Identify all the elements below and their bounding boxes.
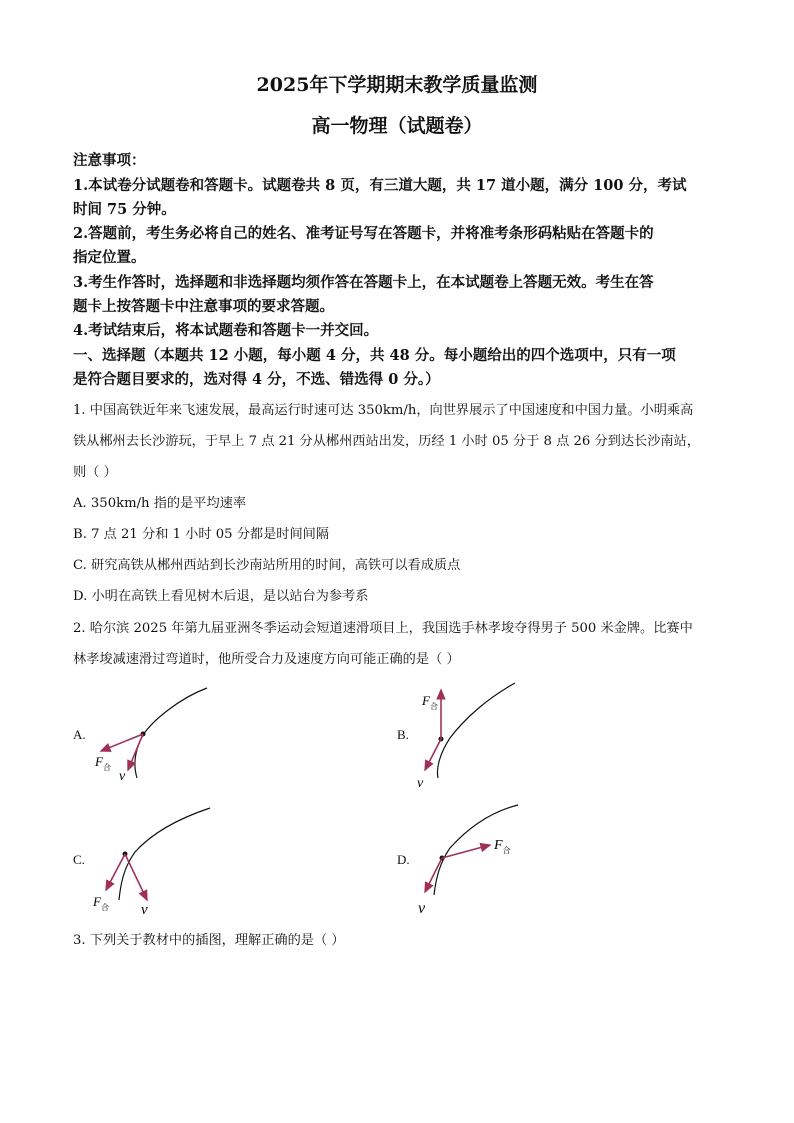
exam-subtitle: 高一物理（试题卷） — [311, 115, 483, 137]
notice-line: 4.考试结束后，将本试题卷和答题卡一并交回。 — [73, 322, 379, 339]
question-1-stem: 1. 中国高铁近年来飞速发展，最高运行时速可达 350km/h，向世界展示了中国速度和中国力量。小明乘高 — [73, 403, 694, 418]
section-heading: 是符合题目要求的，选对得 4 分，不选、错选得 0 分。） — [73, 371, 440, 388]
option-c-label: C. — [73, 852, 85, 867]
notice-line: 指定位置。 — [73, 249, 146, 266]
velocity-label: v — [119, 769, 126, 784]
question-2-stem: 2. 哈尔滨 2025 年第九届亚洲冬季运动会短道速滑项目上，我国选手林孝埈夺得男子 500 米金牌。比赛中 — [73, 621, 693, 636]
option-a: A. 350km/h 指的是平均速率 — [73, 496, 247, 511]
notice-line: 题卡上按答题卡中注意事项的要求答题。 — [73, 298, 334, 315]
option-b-diagram — [410, 678, 530, 790]
option-a-label: A. — [73, 727, 86, 742]
notice-line: 1.本试卷分试题卷和答题卡。试题卷共 8 页，有三道大题，共 17 道小题，满分 100 分，考试 — [73, 177, 687, 194]
option-b-label: B. — [397, 727, 409, 742]
option-c: C. 研究高铁从郴州西站到长沙南站所用的时间，高铁可以看成质点 — [73, 558, 461, 573]
question-3-stem: 3. 下列关于教材中的插图，理解正确的是（ ） — [73, 933, 345, 948]
velocity-label: v — [417, 776, 424, 790]
notice-line: 2.答题前，考生务必将自己的姓名、准考证号写在答题卡，并将准考条形码粘贴在答题卡的 — [73, 225, 654, 242]
section-heading: 一、选择题（本题共 12 小题，每小题 4 分，共 48 分。每小题给出的四个选项中，只有一项 — [73, 347, 676, 364]
force-label: $F_合$ — [95, 754, 111, 772]
notice-heading: 注意事项： — [73, 152, 146, 169]
force-label: $F_合$ — [494, 838, 511, 855]
velocity-label: v — [141, 902, 148, 918]
force-label: $F_合$ — [422, 693, 438, 711]
option-d: D. 小明在高铁上看见树木后退，是以站台为参考系 — [73, 589, 369, 604]
option-c-diagram — [85, 800, 225, 918]
option-d-diagram — [410, 800, 540, 918]
option-d-label: D. — [397, 852, 410, 867]
option-b: B. 7 点 21 分和 1 小时 05 分都是时间间隔 — [73, 527, 330, 542]
notice-line: 3.考生作答时，选择题和非选择题均须作答在答题卡上，在本试题卷上答题无效。考生在答 — [73, 274, 654, 291]
question-2-stem: 林孝埈减速滑过弯道时，他所受合力及速度方向可能正确的是（ ） — [73, 652, 460, 667]
velocity-label: v — [418, 900, 426, 917]
question-1-stem: 铁从郴州去长沙游玩，于早上 7 点 21 分从郴州西站出发，历经 1 小时 05 分于 8 点 26 分到达长沙南站， — [73, 434, 700, 449]
exam-title: 2025年下学期期末教学质量监测 — [256, 74, 538, 96]
force-label: $F_合$ — [93, 894, 109, 912]
option-a-diagram — [85, 680, 225, 790]
notice-line: 时间 75 分钟。 — [73, 201, 176, 218]
question-1-stem: 则（ ） — [73, 465, 117, 480]
